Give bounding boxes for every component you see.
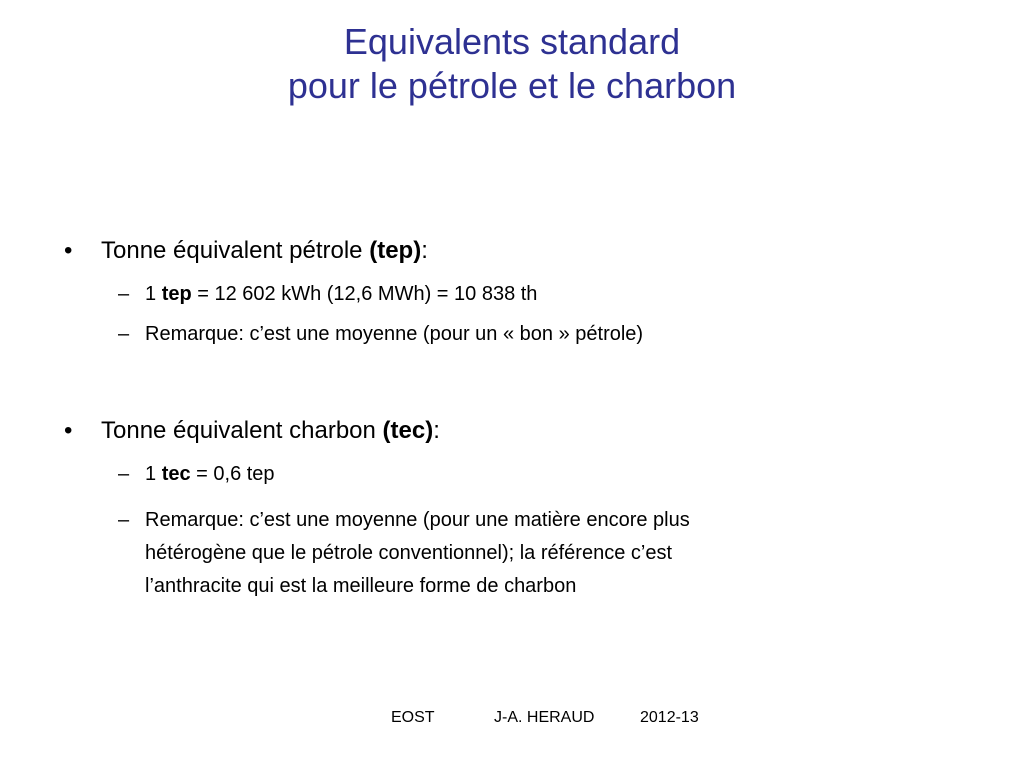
bullet-text: Tonne équivalent pétrole xyxy=(101,237,370,264)
sub-line-2: hétérogène que le pétrole conventionnel); la référence c’est xyxy=(145,542,673,564)
dash-marker: – xyxy=(118,323,130,345)
bullet-text: Tonne équivalent charbon xyxy=(101,417,383,444)
sub-bullet-tep-remark xyxy=(118,322,643,346)
sub-bullet-tec-remark xyxy=(118,504,690,603)
footer-author: J-A. HERAUD xyxy=(494,709,595,726)
sub-bold: tep xyxy=(161,283,192,305)
bullet-marker: • xyxy=(64,417,73,444)
sub-line-1: Remarque: c’est une moyenne (pour une matière encore plus xyxy=(145,509,690,531)
bullet-tec xyxy=(64,416,440,446)
bullet-bold: (tec) xyxy=(382,417,434,444)
sub-line-3: l’anthracite qui est la meilleure forme de charbon xyxy=(145,575,577,597)
sub-text: Remarque: c’est une moyenne (pour un « bon » pétrole) xyxy=(145,323,644,345)
title-line-1: Equivalents standard xyxy=(343,21,681,62)
sub-pre: 1 xyxy=(145,463,162,485)
sub-bullet-tep-value xyxy=(118,282,537,306)
bullet-bold: (tep) xyxy=(369,237,422,264)
bullet-suffix: : xyxy=(433,417,440,444)
bullet-tep xyxy=(64,236,428,266)
sub-post: = 0,6 tep xyxy=(190,463,275,485)
dash-marker: – xyxy=(118,463,130,485)
bullet-suffix: : xyxy=(421,237,428,264)
bullet-marker: • xyxy=(64,237,73,264)
footer-year: 2012-13 xyxy=(640,709,699,726)
dash-marker: – xyxy=(118,283,130,305)
dash-marker: – xyxy=(118,509,130,531)
slide-title xyxy=(0,20,1024,108)
sub-bold: tec xyxy=(161,463,191,485)
footer-org: EOST xyxy=(391,709,435,726)
sub-pre: 1 xyxy=(145,283,162,305)
sub-bullet-tec-value xyxy=(118,462,275,486)
sub-post: = 12 602 kWh (12,6 MWh) = 10 838 th xyxy=(191,283,538,305)
title-line-2: pour le pétrole et le charbon xyxy=(287,65,737,106)
